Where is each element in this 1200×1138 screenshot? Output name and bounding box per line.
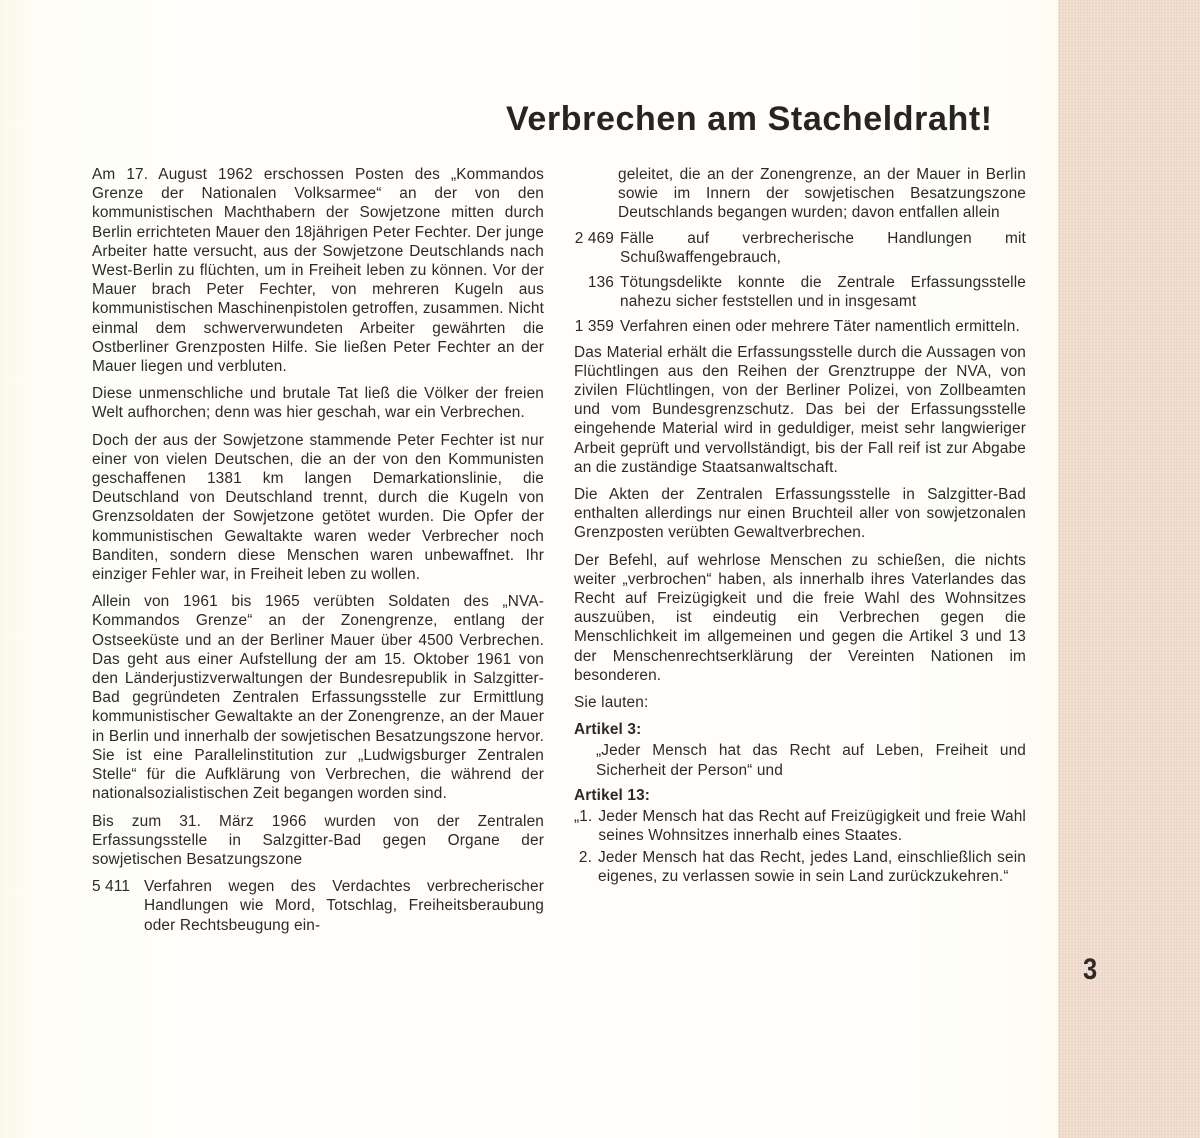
article-13-item bbox=[574, 848, 1026, 886]
decorative-side-stripe bbox=[1058, 0, 1200, 1138]
right-column bbox=[574, 165, 1026, 888]
paragraph: Sie lauten: bbox=[574, 694, 649, 712]
paragraph: Der Befehl, auf wehrlose Menschen zu schießen, die nichts weiter „verbrochen“ haben, als innerhalb ihres Vaterlandes das Recht auf Freizügigkeit und die freie Wahl des Wohnsitzes auszuüben, ist eindeutig ein Verbrechen gegen die Menschlichkeit im allgemeinen und gegen die Artikel 3 und 13 der Menschenrechtserklärung der Vereinten Nationen im besonderen. bbox=[574, 551, 1026, 684]
statistic-text: Fälle auf verbrecherische Handlungen mit Schußwaffengebrauch, bbox=[620, 229, 1026, 266]
paragraph: Das Material erhält die Erfassungsstelle durch die Aussagen von Flüchtlingen aus den Reihen der Grenztruppe der NVA, von zivilen Flüchtlingen, von der Berliner Polizei, von Zollbeamten und vom Bundesgrenzschutz. Das bei der Erfassungsstelle eingehende Material wird in geduldiger, meist sehr langwieriger Arbeit geprüft und vervollständigt, bis der Fall reif ist zur Abgabe an die zuständige Staatsanwaltschaft. bbox=[574, 343, 1026, 476]
paragraph: Am 17. August 1962 erschossen Posten des „Kommandos Grenze der Nationalen Volksarmee“ an der von den kommunistischen Machthabern der Sowjetzone mitten durch Berlin errichteten Mauer den 18jährigen Peter Fechter. Der junge Arbeiter hatte versucht, aus der Sowjetzone Deutschlands nach West-Berlin zu flüchten, um in Freiheit leben zu können. Vor der Mauer brach Peter Fechter, von mehreren Kugeln aus kommunistischen Maschinenpistolen getroffen, zusammen. Nicht einmal dem schwerverwundeten Arbeiter gewährten die Ostberliner Grenzposten Hilfe. Sie ließen Peter Fechter an der Mauer liegen und verbluten. bbox=[92, 166, 544, 376]
paragraph: Allein von 1961 bis 1965 verübten Soldaten des „NVA-Kommandos Grenze“ an der Zonengrenze, entlang der Ostseeküste und an der Berliner Mauer über 4500 Verbrechen. Das geht aus einer Aufstellung der am 15. Oktober 1961 von den Länderjustizverwaltungen der Bundesrepublik in Salzgitter-Bad gegründeten Zentralen Erfassungsstelle zur Ermittlung kommunistischer Gewaltakte an der Zonengrenze, an der Mauer in Berlin und innerhalb der sowjetischen Besatzungszone hervor. Sie ist eine Parallelinstitution zur „Ludwigsburger Zentralen Stelle“ für die Aufklärung von Verbrechen, die während der nationalsozialistischen Zeit begangen worden sind. bbox=[92, 593, 544, 803]
article-3-heading: Artikel 3: bbox=[574, 721, 642, 739]
statistic-item bbox=[574, 229, 1026, 267]
left-column bbox=[92, 165, 544, 941]
paragraph: Diese unmenschliche und brutale Tat ließ die Völker der freien Welt aufhorchen; denn was hier geschah, war ein Verbrechen. bbox=[92, 385, 544, 422]
statistic-item bbox=[574, 273, 1026, 311]
item-marker: 2. bbox=[578, 848, 592, 866]
item-text: Jeder Mensch hat das Recht, jedes Land, einschließlich sein eigenes, zu verlassen sowie in sein Land zurückzukehren.“ bbox=[598, 848, 1026, 885]
paragraph: Die Akten der Zentralen Erfassungsstelle in Salzgitter-Bad enthalten allerdings nur einen Bruchteil aller von sowjetzonalen Grenzposten verübten Gewaltverbrechen. bbox=[574, 486, 1026, 542]
statistic-item bbox=[574, 317, 1026, 336]
statistic-number: 1 359 bbox=[574, 318, 614, 336]
article-13-heading: Artikel 13: bbox=[574, 786, 651, 804]
item-text: Jeder Mensch hat das Recht auf Freizügigkeit und freie Wahl seines Wohnsitzes innerhalb eines Staates. bbox=[598, 808, 1026, 845]
page-number: 3 bbox=[1083, 953, 1098, 986]
paragraph: Doch der aus der Sowjetzone stammende Peter Fechter ist nur einer von vielen Deutschen, die an der von den Kommunisten geschaffenen 1381 km langen Demarkationslinie, die Deutschland von Deutschland trennt, durch die Kugeln von Grenzsoldaten der Sowjetzone getötet wurden. Die Opfer der kommunistischen Gewaltakte waren weder Verbrecher noch Banditen, sondern diese Menschen waren unbewaffnet. Ihr einziger Fehler war, in Freiheit leben zu wollen. bbox=[92, 431, 544, 584]
statistic-number: 2 469 bbox=[574, 229, 614, 247]
article-3-quote: „Jeder Mensch hat das Recht auf Leben, Freiheit und Sicherheit der Person“ und bbox=[596, 742, 1026, 779]
statistic-number: 5 411 bbox=[92, 878, 131, 896]
paragraph: Bis zum 31. März 1966 wurden von der Zentralen Erfassungsstelle in Salzgitter-Bad gegen Organe der sowjetischen Besatzungszone bbox=[92, 812, 544, 868]
statistic-text: Verfahren einen oder mehrere Täter namentlich ermitteln. bbox=[620, 318, 1020, 336]
statistic-number: 136 bbox=[587, 274, 614, 292]
statistic-item bbox=[92, 877, 544, 935]
item-marker: „1. bbox=[574, 808, 593, 826]
continued-text: geleitet, die an der Zonengrenze, an der Mauer in Berlin sowie im Innern der sowjetischen Besatzungszone Deutschlands begangen wurden; davon entfallen allein bbox=[618, 166, 1026, 222]
statistic-text: Verfahren wegen des Verdachtes verbrecherischer Handlungen wie Mord, Totschlag, Freiheitsberaubung oder Rechtsbeugung ein- bbox=[144, 878, 544, 934]
statistic-text: Tötungsdelikte konnte die Zentrale Erfassungsstelle nahezu sicher feststellen und in insgesamt bbox=[620, 274, 1026, 311]
article-13-item bbox=[574, 807, 1026, 845]
page-title: Verbrechen am Stacheldraht! bbox=[506, 100, 993, 138]
